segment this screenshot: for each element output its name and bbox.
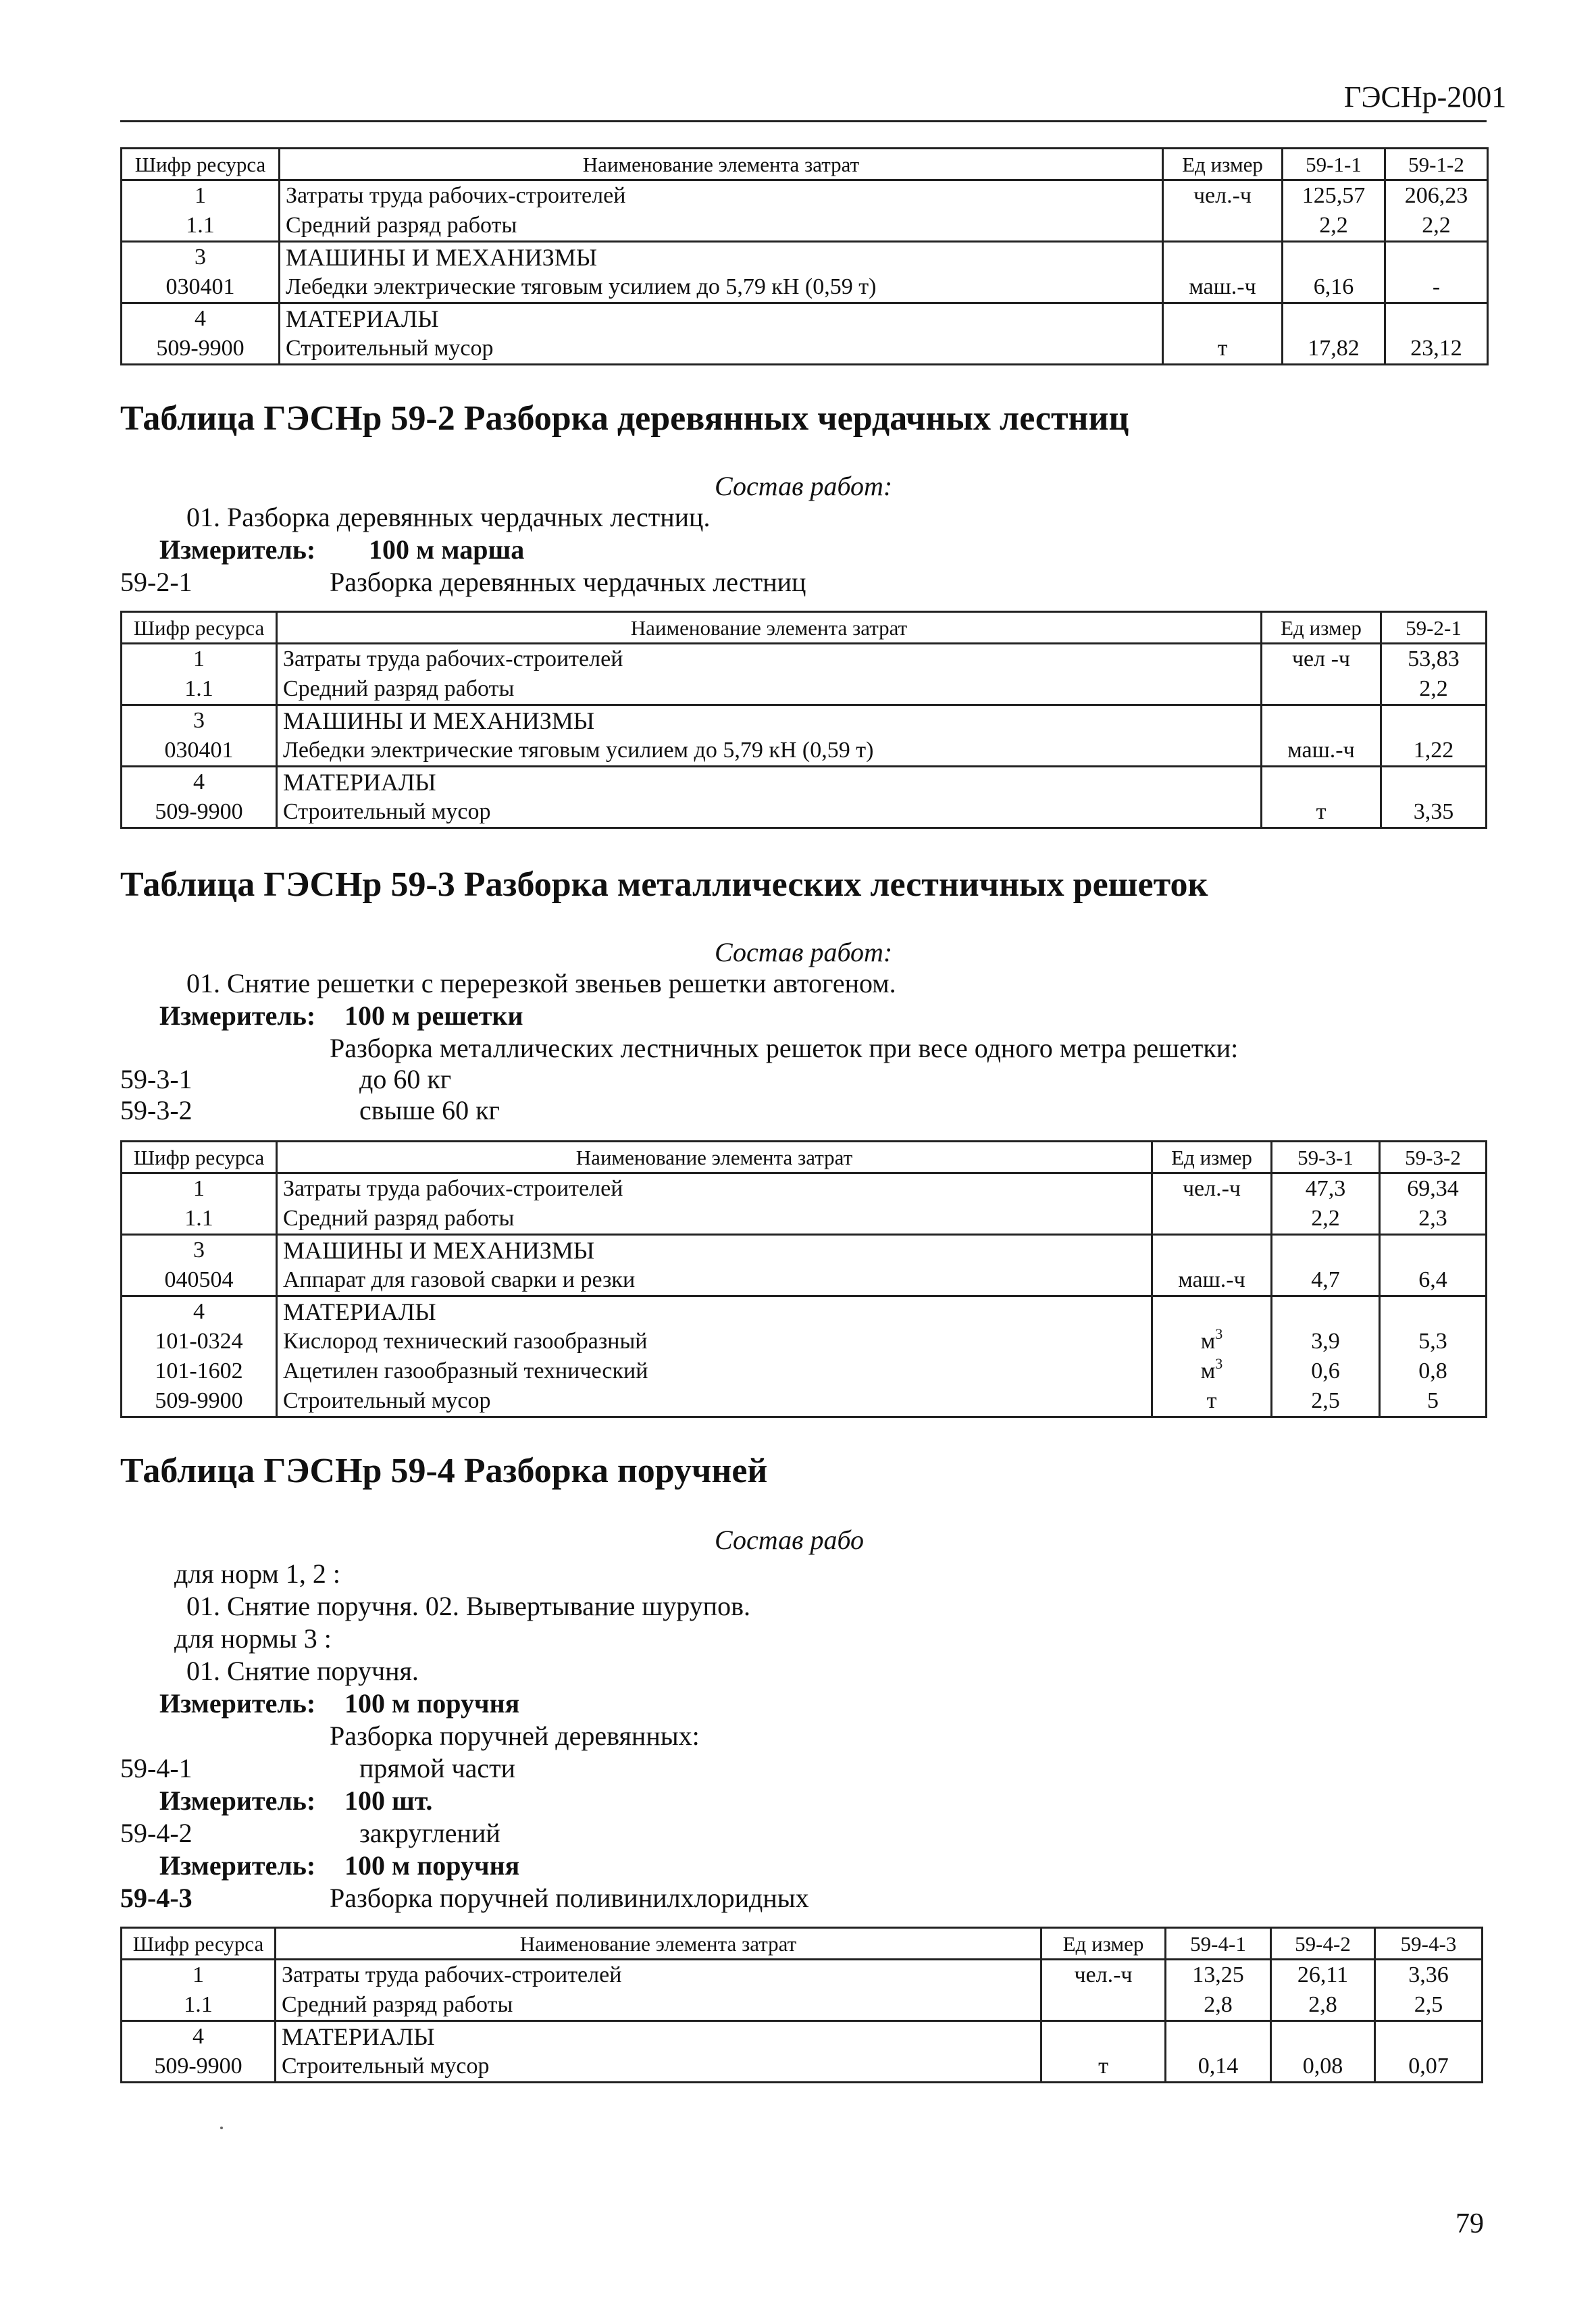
norm-name: прямой части — [359, 1753, 516, 1783]
table-cell: 26,11 — [1271, 1960, 1375, 1991]
norm-code: 59-2-1 — [120, 567, 192, 597]
page-number: 79 — [1456, 2208, 1484, 2239]
meter-label: Измеритель: — [159, 1850, 316, 1881]
table-row — [122, 767, 1487, 798]
table-cell: 101-0324 — [122, 1327, 277, 1356]
table-cell: 509-9900 — [122, 334, 280, 365]
col-header: 59-4-3 — [1375, 1928, 1483, 1960]
table-cell: 206,23 — [1385, 180, 1488, 211]
table-cell: 5 — [1380, 1386, 1487, 1417]
table-cell — [1163, 303, 1283, 334]
table-cell: 4 — [122, 1296, 277, 1327]
document-code: ГЭСНр-2001 — [1344, 80, 1507, 113]
table-cell — [1381, 767, 1487, 798]
table-cell: Лебедки электрические тяговым усилием до 5,79 кН (0,59 т) — [280, 272, 1163, 303]
col-header: Наименование элемента затрат — [277, 612, 1262, 644]
work-item: для норм 1, 2 : — [174, 1558, 340, 1589]
table-cell: 5,3 — [1380, 1327, 1487, 1356]
work-item: для нормы 3 : — [174, 1623, 332, 1654]
table-cell: Средний разряд работы — [277, 674, 1262, 705]
col-header: Шифр ресурса — [122, 612, 277, 644]
col-header: Ед измер — [1163, 149, 1283, 180]
table-cell: 0,08 — [1271, 2052, 1375, 2083]
table-cell: Затраты труда рабочих-строителей — [277, 644, 1262, 675]
table-cell: чел -ч — [1262, 644, 1381, 675]
table-cell: Затраты труда рабочих-строителей — [280, 180, 1163, 211]
table-title: Таблица ГЭСНр 59-2 Разборка деревянных чердачных лестниц — [120, 399, 1129, 438]
meter-value: 100 м поручня — [344, 1688, 520, 1719]
table-cell — [1380, 1235, 1487, 1266]
table-cell: Кислород технический газообразный — [277, 1327, 1152, 1356]
norm-code: 59-3-2 — [120, 1095, 192, 1125]
table-row — [122, 1960, 1483, 1991]
table-cell — [1272, 1235, 1380, 1266]
meter-label: Измеритель: — [159, 1785, 316, 1816]
table-cell: - — [1385, 272, 1488, 303]
meter-label: Измеритель: — [159, 534, 316, 565]
table-cell — [1271, 2021, 1375, 2052]
table-cell: Строительный мусор — [280, 334, 1163, 365]
table-cell: 1 — [122, 1960, 276, 1991]
col-header: 59-3-2 — [1380, 1142, 1487, 1173]
table-cell: 2,2 — [1283, 211, 1385, 242]
table-cell: 4 — [122, 2021, 276, 2052]
table-header-row — [122, 149, 1488, 180]
norm-name: Разборка поручней поливинилхлоридных — [330, 1883, 809, 1913]
table-cell — [1380, 1296, 1487, 1327]
table-cell: 1.1 — [122, 1204, 277, 1235]
table-cell: 030401 — [122, 272, 280, 303]
work-item: 01. Снятие решетки с перерезкой звеньев решетки автогеном. — [186, 968, 896, 998]
meter-label: Измеритель: — [159, 1000, 316, 1031]
table-cell: 3,36 — [1375, 1960, 1483, 1991]
table-cell: 1 — [122, 644, 277, 675]
table-cell — [1166, 2021, 1271, 2052]
table-cell: Средний разряд работы — [276, 1990, 1041, 2021]
col-header: 59-1-1 — [1283, 149, 1385, 180]
table-row — [122, 334, 1488, 365]
table-row — [122, 1990, 1483, 2021]
table-cell: Лебедки электрические тяговым усилием до 5,79 кН (0,59 т) — [277, 736, 1262, 767]
table-cell: маш.-ч — [1262, 736, 1381, 767]
table-row — [122, 1296, 1487, 1327]
table-cell: МАШИНЫ И МЕХАНИЗМЫ — [277, 1235, 1152, 1266]
meter-label: Измеритель: — [159, 1688, 316, 1719]
table-cell: 1 — [122, 180, 280, 211]
table-cell — [1283, 242, 1385, 273]
table-cell: Средний разряд работы — [280, 211, 1163, 242]
table-row — [122, 2021, 1483, 2052]
table-header-row — [122, 612, 1487, 644]
table-cell: 4 — [122, 767, 277, 798]
table-cell: 2,8 — [1166, 1990, 1271, 2021]
table-cell: МАТЕРИАЛЫ — [276, 2021, 1041, 2052]
norm-intro: Разборка поручней деревянных: — [330, 1721, 700, 1751]
norm-code: 59-4-1 — [120, 1753, 192, 1783]
table-cell: т — [1163, 334, 1283, 365]
norm-name: до 60 кг — [359, 1064, 452, 1094]
table-cell: 0,07 — [1375, 2052, 1483, 2083]
table-cell: МАТЕРИАЛЫ — [280, 303, 1163, 334]
norm-code: 59-4-2 — [120, 1818, 192, 1848]
table-row: 101-0324 Кислород технический газообразный $м^3$ 3,9 5,3 — [122, 1327, 1487, 1356]
table-cell — [1385, 303, 1488, 334]
table-cell: 4,7 — [1272, 1265, 1380, 1296]
table-cell: 2,2 — [1381, 674, 1487, 705]
table-cell: 4 — [122, 303, 280, 334]
col-header: Шифр ресурса — [122, 149, 280, 180]
table-cell — [1262, 705, 1381, 736]
meter-value: 100 м марша — [369, 534, 525, 565]
table-cell: 1.1 — [122, 674, 277, 705]
table-header-row — [122, 1142, 1487, 1173]
table-cell: 23,12 — [1385, 334, 1488, 365]
col-header: Ед измер — [1041, 1928, 1166, 1960]
norm-name: закруглений — [359, 1818, 500, 1848]
table-cell — [1041, 2021, 1166, 2052]
col-header: 59-1-2 — [1385, 149, 1488, 180]
table-header-row — [122, 1928, 1483, 1960]
table-cell: 1.1 — [122, 211, 280, 242]
table-cell — [1152, 1296, 1272, 1327]
table-cell: чел.-ч — [1163, 180, 1283, 211]
work-composition-label: Состав работ: — [715, 471, 893, 501]
table-cell: т — [1262, 797, 1381, 828]
table-cell: МАШИНЫ И МЕХАНИЗМЫ — [277, 705, 1262, 736]
table-cell: 2,2 — [1385, 211, 1488, 242]
table-cell — [1375, 2021, 1483, 2052]
norm-intro: Разборка металлических лестничных решеток при весе одного метра решетки: — [330, 1033, 1239, 1063]
table-cell: 1,22 — [1381, 736, 1487, 767]
table-cell: 509-9900 — [122, 797, 277, 828]
table-cell: 0,6 — [1272, 1356, 1380, 1386]
scan-speck — [220, 2127, 223, 2129]
table-row — [122, 797, 1487, 828]
table-title: Таблица ГЭСНр 59-4 Разборка поручней — [120, 1452, 768, 1490]
table-cell: маш.-ч — [1152, 1265, 1272, 1296]
table-cell: 6,4 — [1380, 1265, 1487, 1296]
table-row — [122, 1235, 1487, 1266]
table-cell: Ацетилен газообразный технический — [277, 1356, 1152, 1386]
table-cell — [1041, 1990, 1166, 2021]
meter-value: 100 шт. — [344, 1785, 433, 1816]
table-cell — [1272, 1296, 1380, 1327]
table-cell: 2,3 — [1380, 1204, 1487, 1235]
table-59-1 — [120, 147, 1489, 365]
table-cell: чел.-ч — [1152, 1173, 1272, 1204]
norm-name: свыше 60 кг — [359, 1095, 500, 1125]
table-cell — [1283, 303, 1385, 334]
table-cell: 0,14 — [1166, 2052, 1271, 2083]
table-cell: 2,5 — [1375, 1990, 1483, 2021]
table-cell: 6,16 — [1283, 272, 1385, 303]
meter-value: 100 м поручня — [344, 1850, 520, 1881]
table-cell: 3,9 — [1272, 1327, 1380, 1356]
table-cell — [1152, 1204, 1272, 1235]
col-header: Шифр ресурса — [122, 1142, 277, 1173]
table-row — [122, 736, 1487, 767]
col-header: 59-4-1 — [1166, 1928, 1271, 1960]
col-header: Наименование элемента затрат — [276, 1928, 1041, 1960]
table-cell: Затраты труда рабочих-строителей — [277, 1173, 1152, 1204]
table-cell — [1152, 1235, 1272, 1266]
work-item: 01. Снятие поручня. 02. Вывертывание шурупов. — [186, 1591, 750, 1621]
table-row — [122, 674, 1487, 705]
norm-code: 59-3-1 — [120, 1064, 192, 1094]
meter-value: 100 м решетки — [344, 1000, 523, 1031]
col-header: Наименование элемента затрат — [277, 1142, 1152, 1173]
table-cell: 3 — [122, 242, 280, 273]
table-cell: Аппарат для газовой сварки и резки — [277, 1265, 1152, 1296]
table-row — [122, 242, 1488, 273]
col-header: Ед измер — [1152, 1142, 1272, 1173]
table-cell: Строительный мусор — [277, 1386, 1152, 1417]
table-cell: 040504 — [122, 1265, 277, 1296]
table-row — [122, 644, 1487, 675]
table-cell: 17,82 — [1283, 334, 1385, 365]
table-cell: 030401 — [122, 736, 277, 767]
table-cell: 2,2 — [1272, 1204, 1380, 1235]
table-cell: 53,83 — [1381, 644, 1487, 675]
table-cell: 69,34 — [1380, 1173, 1487, 1204]
table-cell: Строительный мусор — [276, 2052, 1041, 2083]
table-cell — [1163, 242, 1283, 273]
table-59-3 — [120, 1140, 1487, 1418]
col-header: Наименование элемента затрат — [280, 149, 1163, 180]
table-cell: т — [1152, 1386, 1272, 1417]
work-item: 01. Разборка деревянных чердачных лестниц. — [186, 502, 711, 532]
table-cell — [1262, 767, 1381, 798]
table-cell: т — [1041, 2052, 1166, 2083]
table-cell: Затраты труда рабочих-строителей — [276, 1960, 1041, 1991]
table-cell: 47,3 — [1272, 1173, 1380, 1204]
table-row — [122, 1386, 1487, 1417]
unit-superscript: 3 — [1215, 1327, 1223, 1342]
table-cell: маш.-ч — [1163, 272, 1283, 303]
table-cell: 101-1602 — [122, 1356, 277, 1386]
col-header: Ед измер — [1262, 612, 1381, 644]
table-row — [122, 211, 1488, 242]
table-cell: 509-9900 — [122, 1386, 277, 1417]
table-cell — [1163, 211, 1283, 242]
table-cell: Средний разряд работы — [277, 1204, 1152, 1235]
table-cell: 3,35 — [1381, 797, 1487, 828]
table-cell: 3 — [122, 705, 277, 736]
work-item: 01. Снятие поручня. — [186, 1656, 419, 1686]
table-59-2 — [120, 611, 1487, 829]
table-row — [122, 705, 1487, 736]
table-row — [122, 1265, 1487, 1296]
work-composition-label: Состав работ: — [715, 937, 893, 967]
col-header: 59-2-1 — [1381, 612, 1487, 644]
table-row — [122, 303, 1488, 334]
table-cell: 13,25 — [1166, 1960, 1271, 1991]
col-header: 59-4-2 — [1271, 1928, 1375, 1960]
table-cell: 0,8 — [1380, 1356, 1487, 1386]
table-cell: 125,57 — [1283, 180, 1385, 211]
table-title: Таблица ГЭСНр 59-3 Разборка металлических лестничных решеток — [120, 865, 1208, 904]
table-row — [122, 2052, 1483, 2083]
col-header: 59-3-1 — [1272, 1142, 1380, 1173]
table-cell — [1262, 674, 1381, 705]
table-cell: 509-9900 — [122, 2052, 276, 2083]
table-cell: Строительный мусор — [277, 797, 1262, 828]
unit-superscript: 3 — [1215, 1356, 1223, 1372]
table-cell: МАТЕРИАЛЫ — [277, 767, 1262, 798]
table-cell — [1385, 242, 1488, 273]
table-row — [122, 180, 1488, 211]
table-cell: чел.-ч — [1041, 1960, 1166, 1991]
table-cell: 1.1 — [122, 1990, 276, 2021]
table-row — [122, 272, 1488, 303]
table-cell: МАШИНЫ И МЕХАНИЗМЫ — [280, 242, 1163, 273]
work-composition-label: Состав рабо — [715, 1525, 865, 1555]
table-cell: МАТЕРИАЛЫ — [277, 1296, 1152, 1327]
table-row: 101-1602 Ацетилен газообразный технический $м^3$ 0,6 0,8 — [122, 1356, 1487, 1386]
col-header: Шифр ресурса — [122, 1928, 276, 1960]
table-row — [122, 1173, 1487, 1204]
table-cell — [1381, 705, 1487, 736]
header-rule — [120, 120, 1487, 122]
table-cell: 2,5 — [1272, 1386, 1380, 1417]
table-cell: 1 — [122, 1173, 277, 1204]
table-cell: 2,8 — [1271, 1990, 1375, 2021]
norm-code: 59-4-3 — [120, 1883, 192, 1913]
norm-name: Разборка деревянных чердачных лестниц — [330, 567, 806, 597]
table-59-4 — [120, 1927, 1483, 2083]
table-cell: 3 — [122, 1235, 277, 1266]
table-row — [122, 1204, 1487, 1235]
